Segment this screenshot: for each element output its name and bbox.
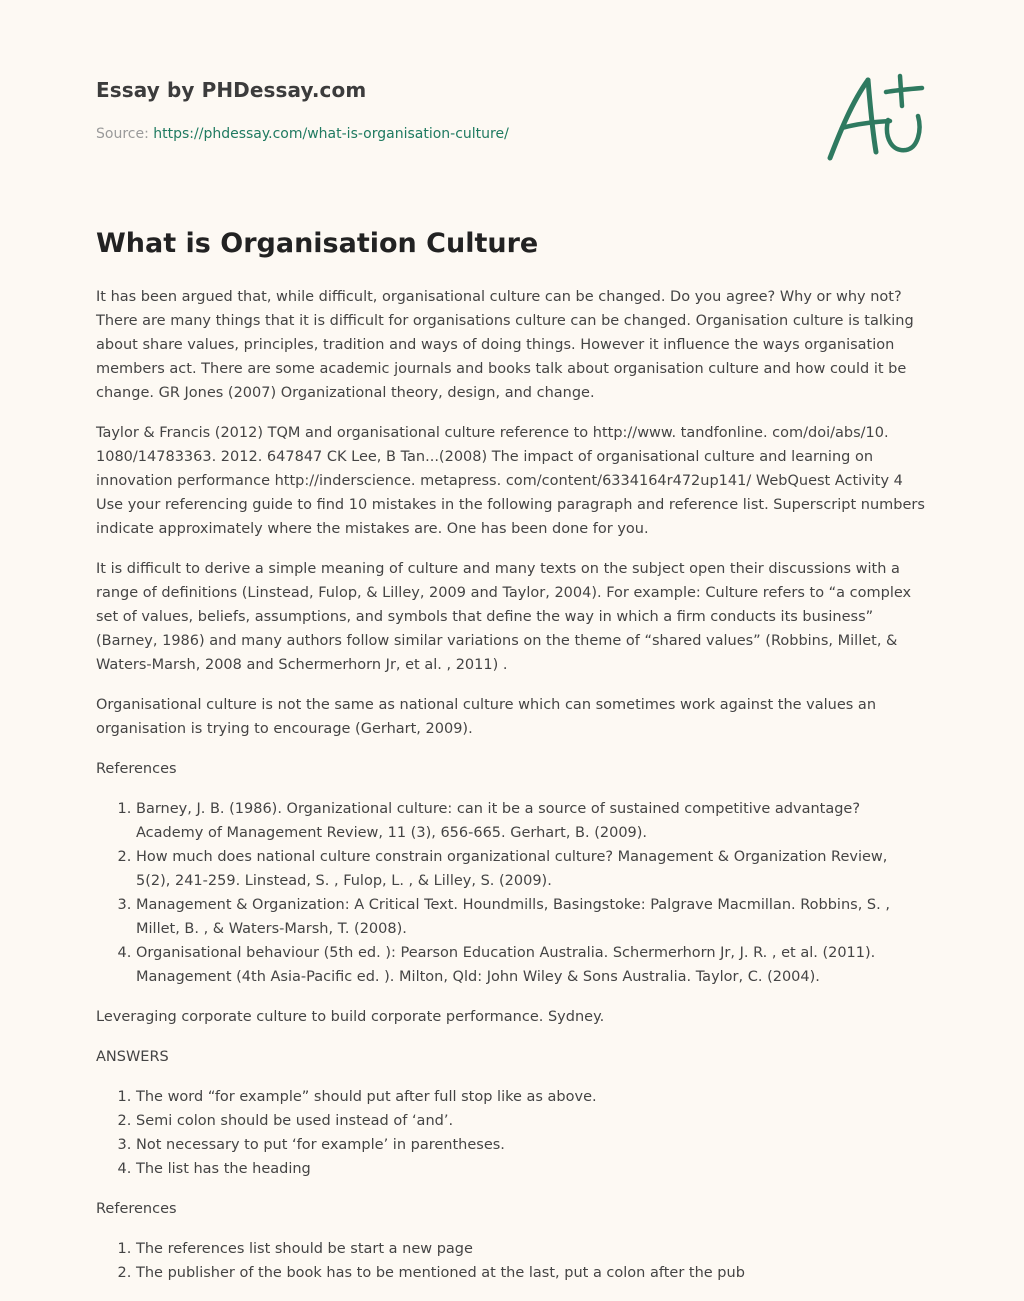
answers-heading: ANSWERS	[96, 1049, 169, 1065]
source-line	[96, 124, 796, 144]
list-item: 3. Management & Organization: A Critical Text. Houndmills, Basingstoke: Palgrave Macmillan. Robbins, S. , Millet, B. , & Waters-Marsh, T. (2008).	[136, 893, 926, 941]
references-heading: References	[96, 761, 177, 777]
list-item: 1. The word “for example” should put after full stop like as above.	[136, 1085, 926, 1109]
list-item: 2. The publisher of the book has to be mentioned at the last, put a colon after the pub	[136, 1261, 926, 1285]
answers-list	[96, 1085, 926, 1181]
a-plus-logo-icon	[818, 66, 930, 166]
references-heading: References	[96, 1201, 177, 1217]
list-item: 3. Not necessary to put ‘for example’ in parentheses.	[136, 1133, 926, 1157]
list-item: 2. How much does national culture constrain organizational culture? Management & Organization Review, 5(2), 241-259. Linstead, S. , Fulop, L. , & Lilley, S. (2009).	[136, 845, 926, 893]
paragraph: Organisational culture is not the same as national culture which can sometimes work against the values an organisation is trying to encourage (Gerhart, 2009).	[96, 697, 877, 737]
page-header	[96, 76, 796, 144]
source-label: Source:	[96, 126, 149, 142]
list-item: 4. The list has the heading	[136, 1157, 926, 1181]
paragraph: It has been argued that, while difficult, organisational culture can be changed. Do you agree? Why or why not? There are many things that it is difficult for organisations culture can be changed. Organisation culture is talking about share values, principles, tradition and ways of doing things. However it influence the ways organisation members act. There are some academic journals and books talk about organisation culture and how could it be change. GR Jones (2007) Organizational theory, design, and change.	[96, 289, 914, 401]
paragraph: Leveraging corporate culture to build corporate performance. Sydney.	[96, 1009, 605, 1025]
references-list	[96, 797, 926, 989]
essay-title: What is Organisation Culture	[96, 228, 539, 259]
essay-body	[96, 285, 926, 1301]
list-item: 4. Organisational behaviour (5th ed. ): Pearson Education Australia. Schermerhorn Jr, J. R. , et al. (2011). Management (4th Asia-Pacific ed. ). Milton, Qld: John Wiley & Sons Australia. Taylor, C. (2004).	[136, 941, 926, 989]
references-list-2	[96, 1237, 926, 1285]
list-item: 1. The references list should be start a new page	[136, 1237, 926, 1261]
site-brand: Essay by PHDessay.com	[96, 78, 367, 102]
list-item: 1. Barney, J. B. (1986). Organizational culture: can it be a source of sustained competitive advantage? Academy of Management Review, 11 (3), 656-665. Gerhart, B. (2009).	[136, 797, 926, 845]
paragraph: It is difficult to derive a simple meaning of culture and many texts on the subject open their discussions with a range of definitions (Linstead, Fulop, & Lilley, 2009 and Taylor, 2004). For example: Culture refers to “a complex set of values, beliefs, assumptions, and symbols that define the way in which a firm conducts its business” (Barney, 1986) and many authors follow similar variations on the theme of “shared values” (Robbins, Millet, & Waters-Marsh, 2008 and Schermerhorn Jr, et al. , 2011) .	[96, 561, 912, 673]
paragraph: Taylor & Francis (2012) TQM and organisational culture reference to http://www. tandfonline. com/doi/abs/10. 1080/14783363. 2012. 647847 CK Lee, B Tan...(2008) The impact of organisational culture and learning on innovation performance http://inderscience. metapress. com/content/6334164r472up141/ WebQuest Activity 4 Use your referencing guide to find 10 mistakes in the following paragraph and reference list. Superscript numbers indicate approximately where the mistakes are. One has been done for you.	[96, 425, 925, 537]
list-item: 2. Semi colon should be used instead of ‘and’.	[136, 1109, 926, 1133]
source-link[interactable]: https://phdessay.com/what-is-organisation-culture/	[153, 126, 509, 142]
